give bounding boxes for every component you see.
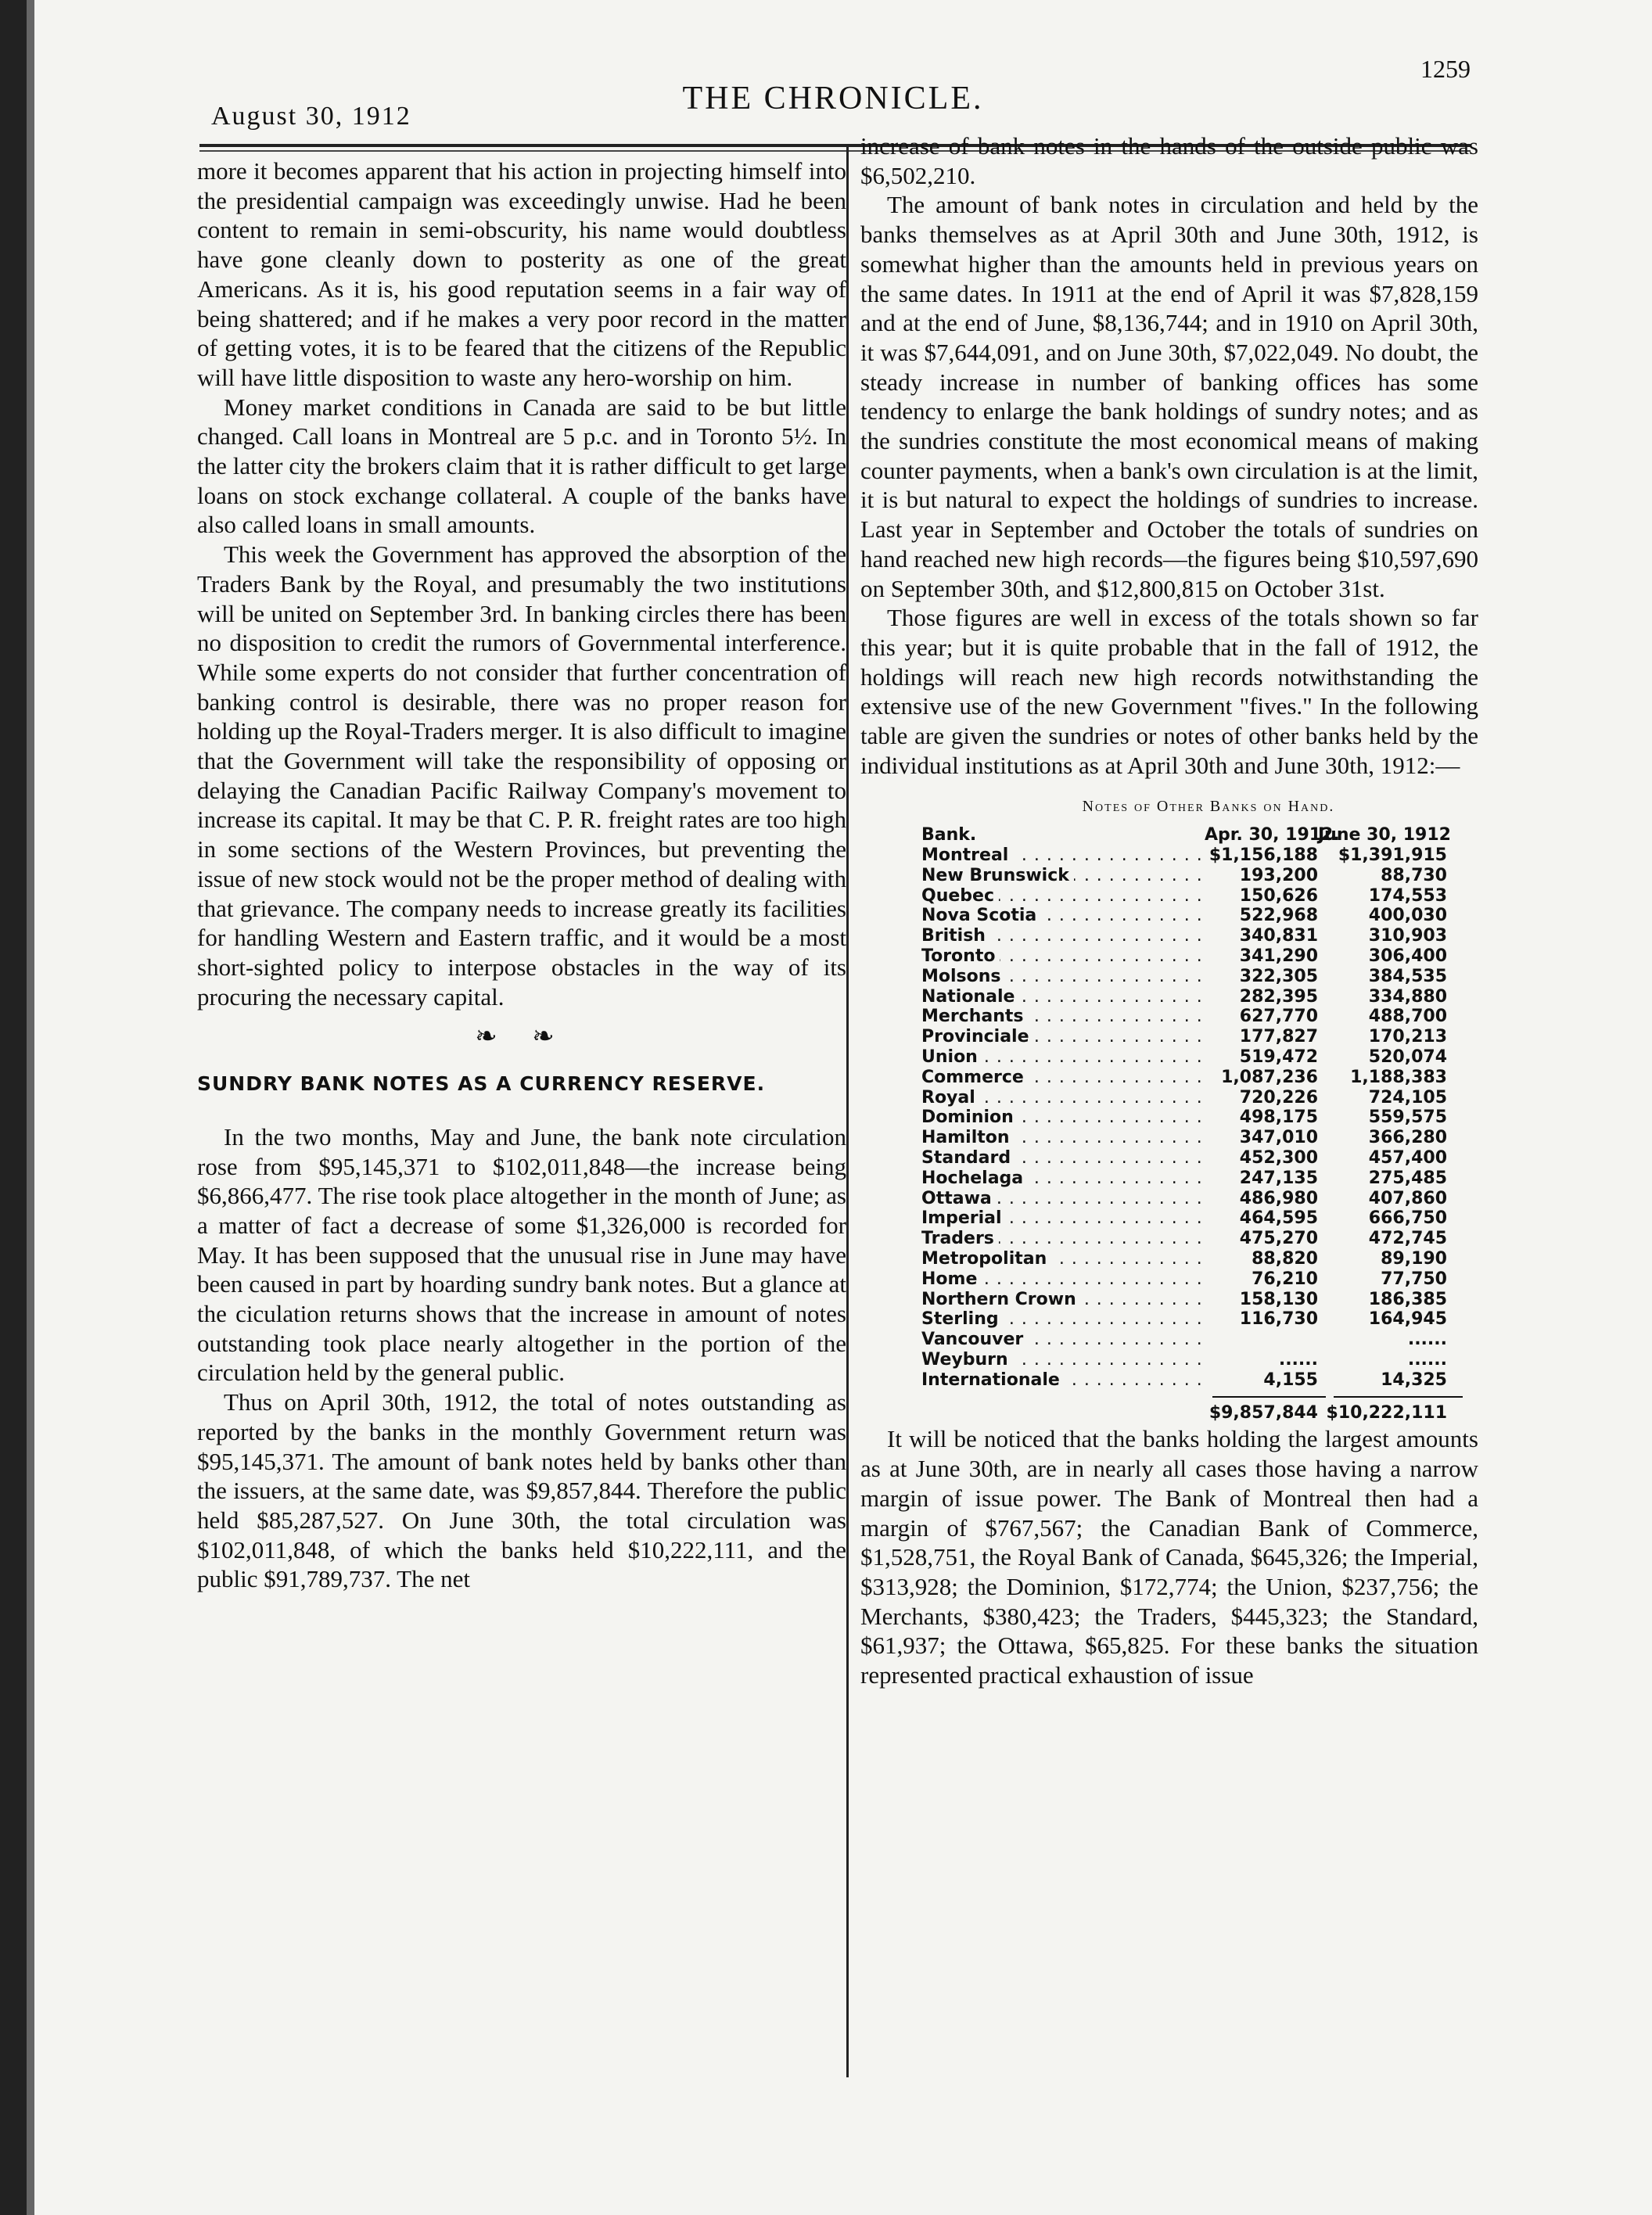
- apr-value: 1,087,236: [1221, 1067, 1318, 1087]
- apr-value: 193,200: [1239, 865, 1318, 885]
- jun-value: 366,280: [1368, 1128, 1447, 1148]
- table-title: Notes of Other Banks on Hand.: [1082, 798, 1335, 816]
- bank-name: Commerce: [921, 1068, 1029, 1087]
- table-row: [860, 1350, 1478, 1370]
- table-row: [860, 987, 1478, 1007]
- jun-value: 666,750: [1368, 1208, 1447, 1229]
- apr-value: [1205, 1330, 1318, 1350]
- jun-value: 384,535: [1368, 966, 1447, 986]
- apr-value: 341,290: [1239, 946, 1318, 966]
- table-row: [860, 1249, 1478, 1269]
- column-header-bank: Bank.: [921, 825, 981, 845]
- apr-value: 177,827: [1239, 1027, 1318, 1047]
- table-row: [860, 946, 1478, 967]
- bank-name: Nationale: [921, 987, 1019, 1007]
- apr-value: 464,595: [1239, 1208, 1318, 1229]
- bank-name: Weyburn: [921, 1350, 1013, 1370]
- table-row: [860, 926, 1478, 946]
- table-row: [860, 1007, 1478, 1027]
- table-header-row: [860, 825, 1478, 845]
- bank-name: Ottawa: [921, 1189, 997, 1208]
- jun-value: 14,325: [1381, 1370, 1447, 1390]
- jun-value: 488,700: [1368, 1007, 1447, 1027]
- apr-value: 519,472: [1239, 1046, 1318, 1067]
- table-row: [860, 886, 1478, 906]
- apr-value: 475,270: [1239, 1229, 1318, 1249]
- table-body: [860, 845, 1478, 1391]
- jun-value: 457,400: [1368, 1147, 1447, 1168]
- publication-title: THE CHRONICLE.: [682, 81, 984, 117]
- bank-name: Internationale: [921, 1370, 1065, 1390]
- apr-value: 720,226: [1239, 1087, 1318, 1108]
- table-row: [860, 1189, 1478, 1209]
- bank-name: Hamilton: [921, 1128, 1015, 1147]
- table-row: [860, 1027, 1478, 1047]
- table-row: [860, 1229, 1478, 1249]
- table-row: [860, 906, 1478, 926]
- apr-value: 322,305: [1239, 966, 1318, 986]
- bank-name: Royal: [921, 1088, 980, 1108]
- bank-name: British: [921, 926, 990, 946]
- paragraph: more it becomes apparent that his action in projecting himself into the presidential campaign was exceedingly unwise. Had he been content to remain in semi-obscurity, his name would doubtless have gone cleanly down to posterity as one of the great Americans. As it is, his good reputation seems in a fair way of being shattered; and if he makes a very poor record in the matter of getting votes, it is to be feared that the citizens of the Republic will have little disposition to waste any hero-worship on him.: [197, 157, 846, 391]
- bank-name: Toronto: [921, 946, 1000, 966]
- jun-value: 164,945: [1368, 1309, 1447, 1330]
- jun-value: 472,745: [1368, 1229, 1447, 1249]
- section-heading: SUNDRY BANK NOTES AS A CURRENCY RESERVE.: [197, 1072, 766, 1096]
- apr-value: 627,770: [1239, 1007, 1318, 1027]
- jun-value: 407,860: [1368, 1188, 1447, 1208]
- bank-name: Metropolitan: [921, 1249, 1051, 1269]
- apr-value: $1,156,188: [1208, 845, 1318, 865]
- page-number: 1259: [1420, 55, 1471, 83]
- bank-name: Union: [921, 1047, 982, 1067]
- apr-value: 452,300: [1239, 1147, 1318, 1168]
- jun-value: ......: [1407, 1349, 1447, 1370]
- apr-value: 498,175: [1239, 1108, 1318, 1128]
- table-row: [860, 1068, 1478, 1088]
- right-column: [860, 131, 1478, 1690]
- apr-value: 150,626: [1239, 885, 1318, 906]
- bank-name: Nova Scotia: [921, 906, 1041, 925]
- apr-value: 282,395: [1239, 986, 1318, 1007]
- jun-value: 724,105: [1368, 1087, 1447, 1108]
- paragraph: This week the Government has approved the absorption of the Traders Bank by the Royal, and presumably the two institutions will be united on September 3rd. In banking circles there has been no disposition to credit the rumors of Governmental interference. While some experts do not consider that further concentration of banking control is desirable, there was no proper reason for holding up the Royal-Traders merger. It is also difficult to imagine that the Government will take the responsibility of opposing or delaying the Canadian Pacific Railway Company's movement to increase its capital. It may be that C. P. R. freight rates are too high in some sections of the Western Provinces, but preventing the issue of new stock would not be the proper method of dealing with that grievance. The company needs to increase greatly its facilities for handling Western and Eastern traffic, and it would be a most short-sighted policy to interpose obstacles in the way of its procuring the necessary capital.: [197, 540, 846, 1011]
- total-apr: $9,857,844: [1208, 1403, 1318, 1423]
- table-row: [860, 1108, 1478, 1128]
- page-binding-shadow: [27, 0, 34, 2215]
- bank-name: Molsons: [921, 967, 1006, 986]
- table-row: [860, 967, 1478, 987]
- table-row: [860, 1330, 1478, 1350]
- paragraph: Money market conditions in Canada are said to be but little changed. Call loans in Montreal are 5 p.c. and in Toronto 5½. In the latter city the brokers claim that it is rather difficult to get large loans on stock exchange collateral. A couple of the banks have also called loans in small amounts.: [197, 393, 846, 539]
- jun-value: 89,190: [1381, 1248, 1447, 1269]
- bank-name: Merchants: [921, 1007, 1029, 1026]
- apr-value: 247,135: [1239, 1168, 1318, 1188]
- paragraph: It will be noticed that the banks holding the largest amounts as at June 30th, are in nearly all cases those having a narrow margin of issue power. The Bank of Montreal then had a margin of $767,567; the Canadian Bank of Commerce, $1,528,751, the Royal Bank of Canada, $645,326; the Imperial, $313,928; the Dominion, $172,774; the Union, $237,756; the Merchants, $380,423; the Traders, $445,323; the Standard, $61,937; the Ottawa, $65,825. For these banks the situation represented practical exhaustion of issue: [860, 1425, 1478, 1689]
- apr-value: ......: [1278, 1349, 1318, 1370]
- jun-value: 334,880: [1368, 986, 1447, 1007]
- table-row: [860, 1208, 1478, 1229]
- bank-name: Hochelaga: [921, 1169, 1028, 1188]
- bank-name: Dominion: [921, 1108, 1018, 1127]
- apr-value: 4,155: [1263, 1370, 1318, 1390]
- jun-value: 559,575: [1368, 1108, 1447, 1128]
- jun-value: 174,553: [1368, 885, 1447, 906]
- jun-value: 77,750: [1381, 1269, 1447, 1289]
- bank-name: Vancouver: [921, 1330, 1028, 1349]
- jun-value: 275,485: [1368, 1168, 1447, 1188]
- issue-date: August 30, 1912: [211, 102, 411, 131]
- jun-value: 88,730: [1381, 865, 1447, 885]
- bank-name: Quebec: [921, 886, 999, 906]
- table-row: [860, 1148, 1478, 1169]
- column-header-apr: Apr. 30, 1912.: [1205, 825, 1340, 845]
- apr-value: 88,820: [1252, 1248, 1318, 1269]
- bank-name: Sterling: [921, 1309, 1004, 1329]
- apr-value: 76,210: [1252, 1269, 1318, 1289]
- table-row: [860, 1169, 1478, 1189]
- table-row: [860, 866, 1478, 886]
- bank-name: Traders: [921, 1229, 999, 1248]
- table-row: [860, 1269, 1478, 1290]
- page-binding-edge: [0, 0, 27, 2215]
- jun-value: 186,385: [1368, 1289, 1447, 1309]
- table-row: [860, 1309, 1478, 1330]
- apr-value: 116,730: [1239, 1309, 1318, 1330]
- bank-name: New Brunswick: [921, 866, 1074, 885]
- jun-value: 306,400: [1368, 946, 1447, 966]
- apr-value: 347,010: [1239, 1128, 1318, 1148]
- paragraph: increase of bank notes in the hands of the outside public was $6,502,210.: [860, 132, 1478, 189]
- apr-value: 486,980: [1239, 1188, 1318, 1208]
- paragraph: In the two months, May and June, the bank note circulation rose from $95,145,371 to $102,011,848—the increase being $6,866,477. The rise took place altogether in the month of June; as a matter of fact a decrease of some $1,326,000 is recorded for May. It has been supposed that the unusual rise in June may have been caused in part by hoarding sundry bank notes. But a glance at the ciculation returns shows that the increase in amount of notes outstanding took place nearly altogether in the portion of the circulation held by the general public.: [197, 1122, 846, 1387]
- bank-name: Northern Crown: [921, 1290, 1081, 1309]
- bank-name: Home: [921, 1269, 982, 1289]
- paragraph: Thus on April 30th, 1912, the total of notes outstanding as reported by the banks in the monthly Government return was $95,145,371. The amount of bank notes held by banks other than the issuers, at the same date, was $9,857,844. Therefore the public held $85,287,527. On June 30th, the total circulation was $102,011,848, of which the banks held $10,222,111, and the public $91,789,737. The net: [197, 1388, 846, 1593]
- table-row: [860, 1290, 1478, 1310]
- apr-value: 340,831: [1239, 926, 1318, 946]
- ornament-fleurons: ❧ ❧: [475, 1022, 569, 1052]
- bank-name: Imperial: [921, 1208, 1007, 1228]
- jun-value: 310,903: [1368, 926, 1447, 946]
- jun-value: 170,213: [1368, 1027, 1447, 1047]
- table-row: [860, 1047, 1478, 1068]
- jun-value: ......: [1407, 1330, 1447, 1350]
- jun-value: 520,074: [1368, 1046, 1447, 1067]
- page-header: [196, 55, 1471, 141]
- apr-value: 158,130: [1239, 1289, 1318, 1309]
- bank-name: Standard: [921, 1148, 1015, 1168]
- paragraph: The amount of bank notes in circulation and held by the banks themselves as at April 30th and June 30th, 1912, is somewhat higher than the amounts held in previous years on the same dates. In 1911 at the end of April it was $7,828,159 and at the end of June, $8,136,744; and in 1910 on April 30th, it was $7,644,091, and on June 30th, $7,022,049. No doubt, the steady increase in number of banking offices has some tendency to enlarge the bank holdings of sundry notes; and as the sundries constitute the most economical means of making counter payments, when a bank's own circulation is at the limit, it is but natural to expect the holdings of sundries to increase. Last year in September and October the totals of sundries on hand reached new high records—the figures being $10,597,690 on September 30th, and $12,800,815 on October 31st.: [860, 191, 1478, 602]
- total-jun: $10,222,111: [1326, 1403, 1447, 1423]
- notes-table: [860, 792, 1478, 1424]
- table-total-row: [860, 1398, 1478, 1424]
- table-row: [860, 1088, 1478, 1108]
- total-rule: [860, 1390, 1478, 1398]
- column-divider: [846, 145, 849, 2077]
- bank-name: Provinciale: [921, 1027, 1034, 1046]
- left-column: [197, 156, 846, 1594]
- bank-name: Montreal: [921, 845, 1013, 865]
- table-row: [860, 1128, 1478, 1148]
- paragraph: Those figures are well in excess of the totals shown so far this year; but it is quite probable that in the fall of 1912, the holdings will reach new high records notwithstanding the extensive use of the new Government "fives." In the following table are given the sundries or notes of other banks held by the individual institutions as at April 30th and June 30th, 1912:—: [860, 604, 1478, 779]
- jun-value: 400,030: [1368, 906, 1447, 926]
- jun-value: 1,188,383: [1350, 1067, 1447, 1087]
- table-row: [860, 1370, 1478, 1391]
- column-header-jun: June 30, 1912: [1318, 825, 1451, 845]
- apr-value: 522,968: [1239, 906, 1318, 926]
- jun-value: $1,391,915: [1338, 845, 1447, 865]
- table-row: [860, 845, 1478, 866]
